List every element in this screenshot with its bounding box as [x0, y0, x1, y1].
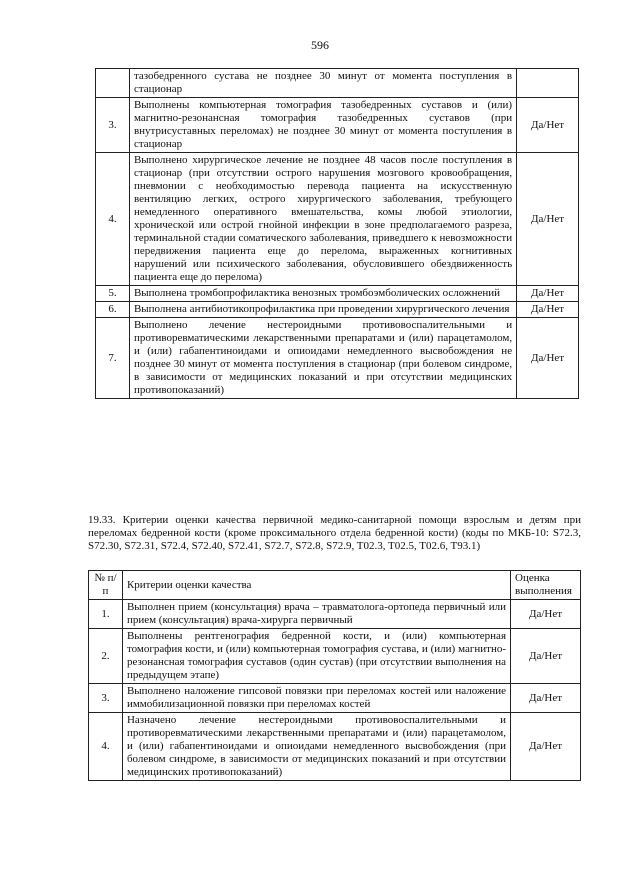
assessment-value: Да/Нет: [511, 684, 581, 713]
table-row: [96, 318, 579, 399]
page-number: 596: [311, 38, 329, 52]
row-number: 5.: [96, 286, 130, 302]
table-row: [89, 713, 581, 781]
table-row: [96, 302, 579, 318]
assessment-value: Да/Нет: [517, 318, 579, 399]
assessment-value: Да/Нет: [517, 98, 579, 153]
row-number: 1.: [89, 600, 123, 629]
criterion-text: Выполнено наложение гипсовой повязки при переломах костей или наложение иммобилизационной повязки при переломах костей: [122, 684, 510, 713]
table-row: [96, 98, 579, 153]
criterion-text: Выполнена антибиотикопрофилактика при проведении хирургического лечения: [129, 302, 516, 318]
table-row: [89, 684, 581, 713]
table-row: [89, 629, 581, 684]
row-number: 6.: [96, 302, 130, 318]
row-number: [96, 69, 130, 98]
assessment-value: Да/Нет: [511, 629, 581, 684]
criterion-text: Назначено лечение нестероидными противовоспалительными и противоревматическими лекарственными препаратами и (или) парацетамолом, и (или) габапентиноидами и опиоидами немедленного высвобождения (при болевом синдроме, в зависимости от медицинских показаний и при отсутствии медицинских противопоказаний): [122, 713, 510, 781]
criterion-text: тазобедренного сустава не позднее 30 минут от момента поступления в стационар: [129, 69, 516, 98]
row-number: 7.: [96, 318, 130, 399]
assessment-value: Да/Нет: [511, 600, 581, 629]
header-number: № п/п: [89, 571, 123, 600]
criterion-text: Выполнены рентгенография бедренной кости, и (или) компьютерная томография кости, и (или) компьютерная томография сустава, и (или) магнитно-резонансная томография суставов (один сустав) (при отсутствии выполнения на предыдущем этапе): [122, 629, 510, 684]
header-criteria: Критерии оценки качества: [122, 571, 510, 600]
table-row: [96, 69, 579, 98]
assessment-value: Да/Нет: [517, 153, 579, 286]
criterion-text: Выполнена тромбопрофилактика венозных тромбоэмболических осложнений: [129, 286, 516, 302]
criteria-table-continued: [95, 68, 579, 399]
section-heading: 19.33. Критерии оценки качества первичной медико-санитарной помощи взрослым и детям при переломах бедренной кости (кроме проксимального отдела бедренной кости) (коды по МКБ-10: S72.3, S72.30, S72.31, S72.4, S72.40, S72.41, S72.7, S72.8, S72.9, T02.3, T02.5, T02.6, T93.1): [88, 514, 581, 552]
assessment-value: Да/Нет: [517, 302, 579, 318]
row-number: 3.: [96, 98, 130, 153]
table-header-row: [89, 571, 581, 600]
criterion-text: Выполнен прием (консультация) врача – травматолога-ортопеда первичный или прием (консультация) врача-хирурга первичный: [122, 600, 510, 629]
criterion-text: Выполнены компьютерная томография тазобедренных суставов и (или) магнитно-резонансная томография тазобедренных суставов (при внутрисуставных переломах) не позднее 30 минут от момента поступления в стационар: [129, 98, 516, 153]
table-row: [96, 286, 579, 302]
header-assessment: Оценка выполнения: [511, 571, 581, 600]
criterion-text: Выполнено лечение нестероидными противовоспалительными и противоревматическими лекарственными препаратами и (или) парацетамолом, и (или) габапентиноидами и опиоидами немедленного высвобождения не позднее 30 минут от момента поступления в стационар (при болевом синдроме, в зависимости от медицинских показаний и при отсутствии медицинских противопоказаний): [129, 318, 516, 399]
criteria-table: [88, 570, 581, 781]
row-number: 3.: [89, 684, 123, 713]
row-number: 2.: [89, 629, 123, 684]
assessment-value: Да/Нет: [511, 713, 581, 781]
table-row: [96, 153, 579, 286]
row-number: 4.: [89, 713, 123, 781]
assessment-value: [517, 69, 579, 98]
row-number: 4.: [96, 153, 130, 286]
table-row: [89, 600, 581, 629]
assessment-value: Да/Нет: [517, 286, 579, 302]
criterion-text: Выполнено хирургическое лечение не позднее 48 часов после поступления в стационар (при отсутствии острого нарушения мозгового кровообращения, пневмонии с необходимостью перевода пациента на искусственную вентиляцию легких, острого хирургического заболевания, требующего немедленного оперативного вмешательства, комы любой этиологии, хронической или острой гнойной инфекции в зоне предполагаемого разреза, терминальной стадии соматического заболевания, приведшего к невозможности передвижения пациента еще до перелома, выраженных когнитивных нарушений или психического заболевания, обусловившего обездвиженность пациента еще до перелома): [129, 153, 516, 286]
